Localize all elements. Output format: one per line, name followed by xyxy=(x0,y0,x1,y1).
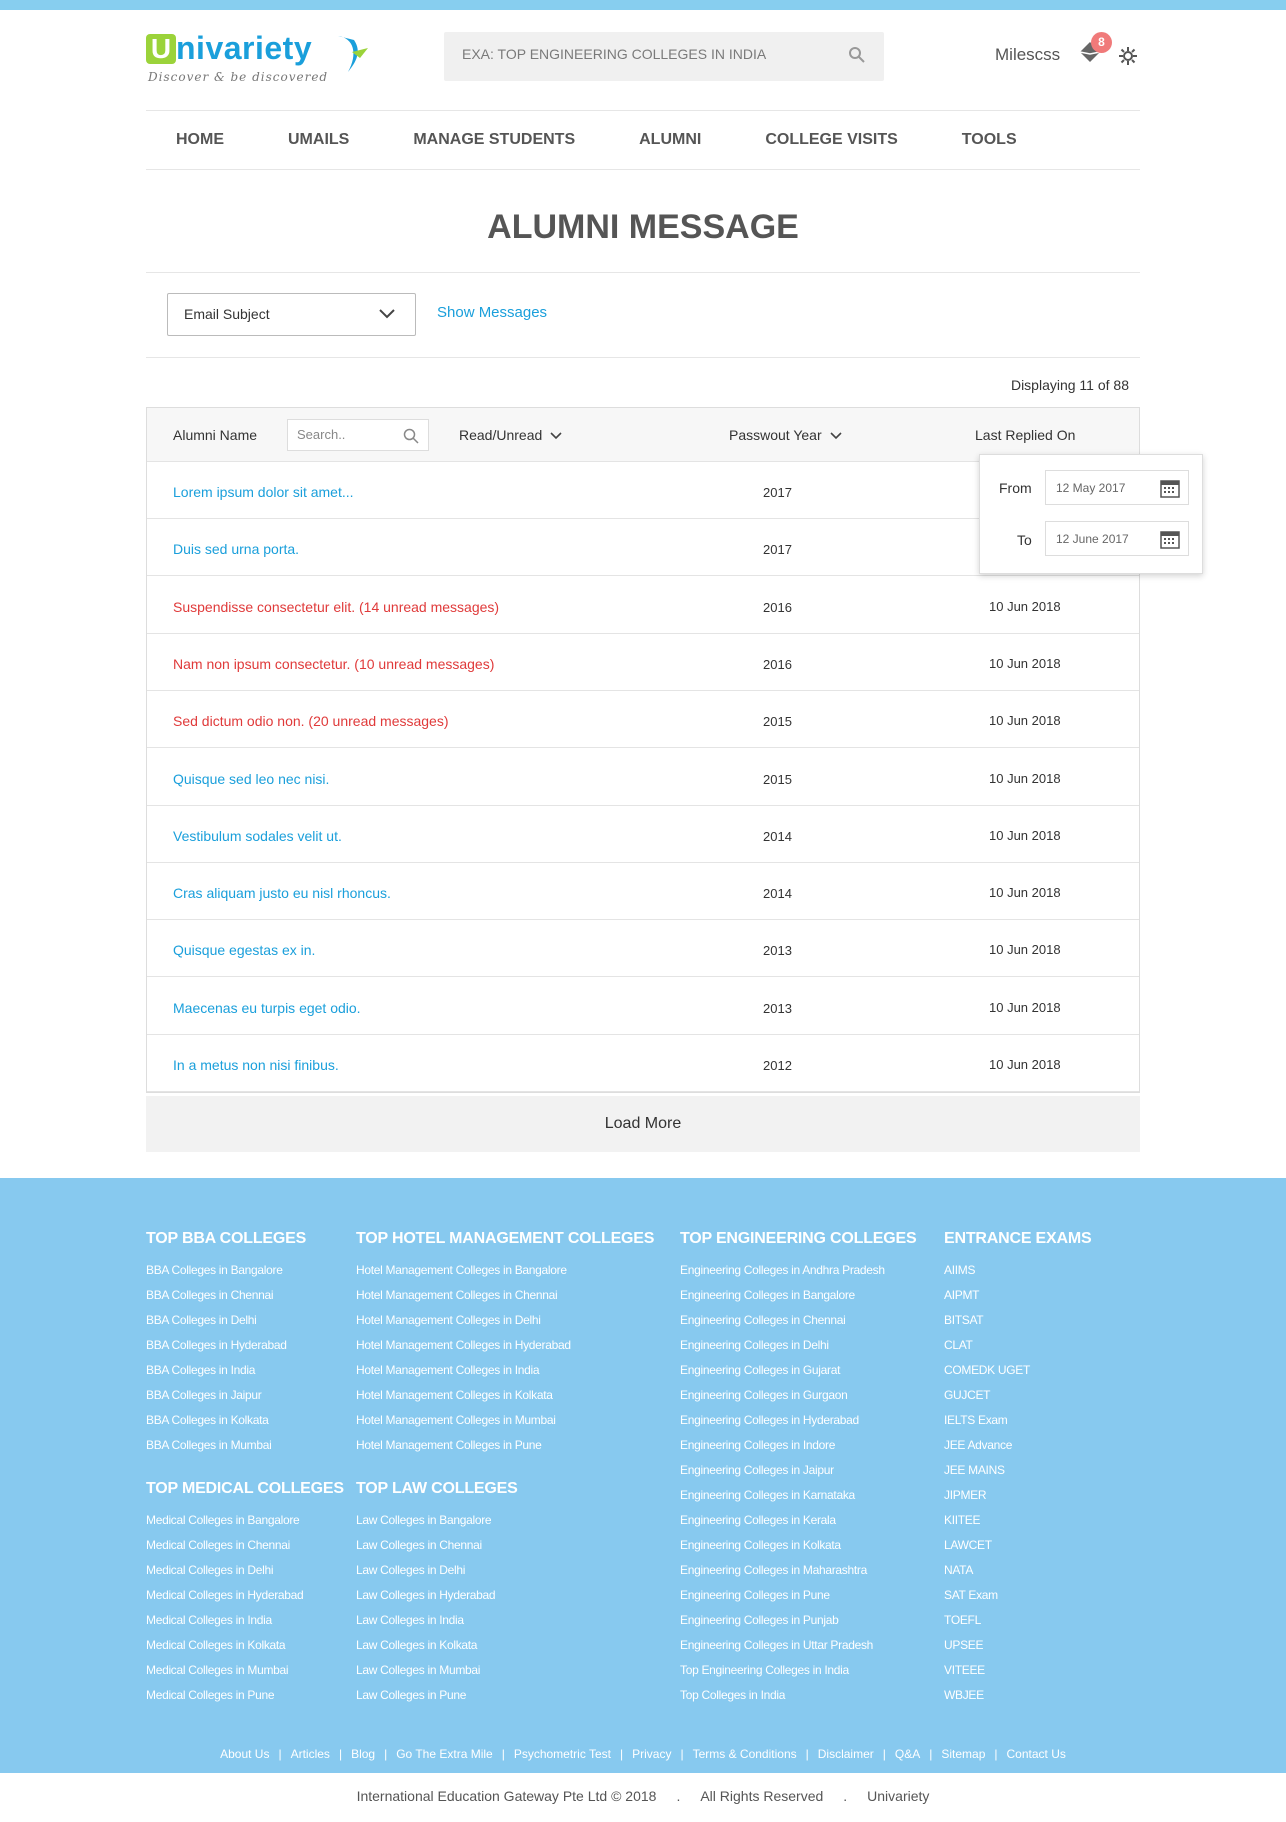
footer-link[interactable]: Law Colleges in Bangalore xyxy=(356,1513,492,1527)
footer-column xyxy=(356,1230,654,1458)
footer-link[interactable]: Engineering Colleges in Indore xyxy=(680,1438,836,1452)
table-row[interactable] xyxy=(147,1035,1139,1092)
footer-link[interactable]: BBA Colleges in Jaipur xyxy=(146,1388,262,1402)
divider xyxy=(146,357,1140,358)
footer-link[interactable]: Medical Colleges in Chennai xyxy=(146,1538,290,1552)
footer-link[interactable]: Medical Colleges in Pune xyxy=(146,1688,275,1702)
table-row[interactable] xyxy=(147,634,1139,691)
nav-tools[interactable]: TOOLS xyxy=(961,131,1017,148)
footer-link[interactable]: BBA Colleges in Bangalore xyxy=(146,1263,283,1277)
footer-link[interactable]: Engineering Colleges in Maharashtra xyxy=(680,1563,867,1577)
footer-link[interactable]: Hotel Management Colleges in Bangalore xyxy=(356,1263,567,1277)
footer-bottom-link[interactable]: Articles xyxy=(290,1747,330,1761)
footer-bottom-link[interactable]: Go The Extra Mile xyxy=(396,1747,493,1761)
passout-year: 2014 xyxy=(763,886,792,902)
footer-link[interactable]: COMEDK UGET xyxy=(944,1363,1031,1377)
passout-year: 2017 xyxy=(763,542,792,558)
footer-link[interactable]: TOEFL xyxy=(944,1613,981,1627)
separator: | xyxy=(619,1747,624,1761)
footer-link[interactable]: Top Colleges in India xyxy=(680,1688,786,1702)
footer-column-title: TOP LAW COLLEGES xyxy=(356,1480,518,1497)
footer-link[interactable]: CLAT xyxy=(944,1338,973,1352)
footer-link[interactable]: Engineering Colleges in Andhra Pradesh xyxy=(680,1263,885,1277)
from-date-field[interactable] xyxy=(1045,470,1189,505)
table-row[interactable] xyxy=(147,863,1139,920)
footer-column-title: TOP HOTEL MANAGEMENT COLLEGES xyxy=(356,1230,655,1247)
passout-year: 2013 xyxy=(763,943,792,959)
footer-bottom-link[interactable]: Blog xyxy=(351,1747,376,1761)
footer-column xyxy=(680,1230,916,1708)
separator: | xyxy=(805,1747,809,1761)
passout-year: 2013 xyxy=(763,1000,792,1016)
gear-icon[interactable] xyxy=(1119,47,1137,65)
to-date-value: 12 June 2017 xyxy=(1056,532,1129,546)
footer-bottom-links xyxy=(0,1747,1286,1761)
user-name[interactable]: Milescss xyxy=(995,45,1061,64)
footer-bottom-link[interactable]: About Us xyxy=(220,1747,270,1761)
nav-umails[interactable]: UMAILS xyxy=(288,131,350,148)
footer-link[interactable]: Engineering Colleges in Gurgaon xyxy=(680,1388,848,1402)
footer-link[interactable]: Law Colleges in Hyderabad xyxy=(356,1588,496,1602)
footer-link[interactable]: BBA Colleges in Delhi xyxy=(146,1313,257,1327)
last-replied-date: 10 Jun 2018 xyxy=(989,942,1061,958)
footer-link[interactable]: Hotel Management Colleges in Mumbai xyxy=(356,1413,556,1427)
passout-year: 2016 xyxy=(763,656,792,672)
displaying-count: Displaying 11 of 88 xyxy=(1010,377,1129,393)
footer-link[interactable]: Law Colleges in Pune xyxy=(356,1688,467,1702)
footer-link[interactable]: BBA Colleges in Mumbai xyxy=(146,1438,272,1452)
nav-alumni[interactable]: ALUMNI xyxy=(639,131,702,148)
alumni-name-link[interactable]: Cras aliquam justo eu nisl rhoncus. xyxy=(173,885,391,902)
separator: | xyxy=(501,1747,505,1761)
footer-link[interactable]: Hotel Management Colleges in Hyderabad xyxy=(356,1338,571,1352)
footer-column-title: ENTRANCE EXAMS xyxy=(944,1230,1092,1247)
copyright-text: All Rights Reserved xyxy=(700,1788,824,1804)
alumni-name-link[interactable]: Vestibulum sodales velit ut. xyxy=(173,827,342,844)
calendar-icon[interactable] xyxy=(1160,529,1180,549)
footer-bottom-link[interactable]: Q&A xyxy=(894,1747,921,1761)
table-row[interactable] xyxy=(147,920,1139,977)
to-date-field[interactable] xyxy=(1045,521,1189,556)
footer-link[interactable]: Engineering Colleges in Jaipur xyxy=(680,1463,834,1477)
divider xyxy=(146,272,1140,273)
nav-home[interactable]: HOME xyxy=(176,131,224,148)
footer-link[interactable]: UPSEE xyxy=(944,1638,984,1652)
name-search[interactable] xyxy=(287,419,429,451)
footer-link[interactable]: Engineering Colleges in Pune xyxy=(680,1588,830,1602)
footer-link[interactable]: Engineering Colleges in Hyderabad xyxy=(680,1413,859,1427)
logo-tagline: Discover & be discovered xyxy=(148,70,329,84)
nav-college-visits[interactable]: COLLEGE VISITS xyxy=(765,131,898,148)
search-icon[interactable] xyxy=(848,46,866,64)
last-replied-date: 10 Jun 2018 xyxy=(989,598,1061,614)
footer-column xyxy=(356,1480,518,1708)
calendar-icon[interactable] xyxy=(1160,478,1180,498)
footer-link[interactable]: Top Engineering Colleges in India xyxy=(680,1663,849,1677)
alumni-name-link[interactable]: Quisque sed leo nec nisi. xyxy=(173,770,330,787)
footer-column-title: TOP ENGINEERING COLLEGES xyxy=(680,1230,917,1247)
passout-year: 2012 xyxy=(763,1058,792,1073)
last-replied-date: 10 Jun 2018 xyxy=(989,1057,1061,1072)
footer-link[interactable]: Engineering Colleges in Punjab xyxy=(680,1613,839,1627)
footer-link[interactable]: Law Colleges in Chennai xyxy=(356,1538,482,1552)
footer-link[interactable]: AIIMS xyxy=(944,1263,976,1277)
footer-link[interactable]: Medical Colleges in Mumbai xyxy=(146,1663,289,1677)
footer-link[interactable]: WBJEE xyxy=(944,1688,984,1702)
alumni-name-link[interactable]: Nam non ipsum consectetur. (10 unread messages) xyxy=(173,655,495,672)
last-replied-date: 10 Jun 2018 xyxy=(989,999,1061,1015)
from-date-value: 12 May 2017 xyxy=(1056,481,1126,495)
footer-link[interactable]: Hotel Management Colleges in Kolkata xyxy=(356,1388,553,1402)
footer-link[interactable]: KIITEE xyxy=(944,1513,981,1527)
show-messages-link[interactable]: Show Messages xyxy=(437,304,548,321)
footer-link[interactable]: LAWCET xyxy=(944,1538,992,1552)
table-row[interactable] xyxy=(147,577,1139,634)
col-passout-year-label: Passwout Year xyxy=(729,427,822,443)
alumni-name-link[interactable]: Suspendisse consectetur elit. (14 unread messages) xyxy=(173,598,500,615)
footer-link[interactable]: BBA Colleges in Chennai xyxy=(146,1288,274,1302)
page-title: ALUMNI MESSAGE xyxy=(487,208,799,246)
footer-column xyxy=(146,1480,344,1708)
date-range-popup xyxy=(979,454,1203,574)
footer-link[interactable]: BBA Colleges in India xyxy=(146,1363,256,1377)
footer-bottom-link[interactable]: Psychometric Test xyxy=(513,1747,611,1761)
main-nav xyxy=(146,111,1140,169)
passout-year: 2017 xyxy=(763,485,792,500)
separator: . xyxy=(843,1788,848,1804)
footer-link[interactable]: BITSAT xyxy=(944,1313,984,1327)
footer-bottom-link[interactable]: Disclaimer xyxy=(817,1747,874,1761)
table-row[interactable] xyxy=(147,691,1139,748)
col-read-unread[interactable] xyxy=(459,427,562,443)
footer-link[interactable]: Law Colleges in Delhi xyxy=(356,1563,466,1577)
to-label: To xyxy=(1017,532,1032,548)
copyright-text: International Education Gateway Pte Ltd © 2018 xyxy=(356,1788,657,1804)
separator: | xyxy=(384,1747,388,1761)
footer-link[interactable]: Medical Colleges in Bangalore xyxy=(146,1513,300,1527)
logo-letter: U xyxy=(146,34,176,64)
last-replied-date: 10 Jun 2018 xyxy=(989,713,1061,729)
footer-link[interactable]: Engineering Colleges in Kerala xyxy=(680,1513,836,1527)
footer-link[interactable]: Medical Colleges in India xyxy=(146,1613,272,1627)
passout-year: 2016 xyxy=(763,599,792,615)
col-read-unread-label: Read/Unread xyxy=(459,427,543,443)
table-row[interactable] xyxy=(147,806,1139,863)
footer-link[interactable]: Law Colleges in India xyxy=(356,1613,464,1627)
footer-bottom-link[interactable]: Contact Us xyxy=(1006,1747,1066,1761)
footer-link[interactable]: Hotel Management Colleges in Pune xyxy=(356,1438,542,1452)
footer-link[interactable]: Medical Colleges in Kolkata xyxy=(146,1638,286,1652)
chevron-down-icon xyxy=(379,309,395,319)
footer-link[interactable]: GUJCET xyxy=(944,1388,991,1402)
table-row[interactable] xyxy=(147,978,1139,1035)
separator: | xyxy=(882,1747,886,1761)
separator: | xyxy=(994,1747,998,1761)
footer-link[interactable]: JEE Advance xyxy=(944,1438,1013,1452)
footer-column-title: TOP BBA COLLEGES xyxy=(146,1230,307,1247)
email-subject-select[interactable] xyxy=(167,293,416,336)
nav-manage-students[interactable]: MANAGE STUDENTS xyxy=(413,131,576,148)
footer-link[interactable]: NATA xyxy=(944,1563,974,1577)
col-alumni-name: Alumni Name xyxy=(173,427,258,443)
footer-link[interactable]: BBA Colleges in Hyderabad xyxy=(146,1338,287,1352)
footer-link[interactable]: Medical Colleges in Hyderabad xyxy=(146,1588,304,1602)
separator: | xyxy=(929,1747,933,1761)
copyright-bar xyxy=(0,1788,1286,1804)
footer-link[interactable]: Hotel Management Colleges in Delhi xyxy=(356,1313,541,1327)
footer-link[interactable]: Engineering Colleges in Bangalore xyxy=(680,1288,855,1302)
footer-bottom-link[interactable]: Terms & Conditions xyxy=(692,1747,797,1761)
top-accent-bar xyxy=(0,0,1286,10)
footer-link[interactable]: Engineering Colleges in Kolkata xyxy=(680,1538,841,1552)
alumni-name-link[interactable]: In a metus non nisi finibus. xyxy=(173,1057,339,1073)
notification-badge: 8 xyxy=(1091,32,1112,53)
divider xyxy=(146,169,1140,170)
last-replied-date: 10 Jun 2018 xyxy=(989,770,1061,786)
footer-link[interactable]: Engineering Colleges in Karnataka xyxy=(680,1488,855,1502)
separator: | xyxy=(338,1747,343,1761)
footer-link[interactable]: Engineering Colleges in Gujarat xyxy=(680,1363,841,1377)
from-label: From xyxy=(999,480,1032,496)
passout-year: 2014 xyxy=(763,828,792,844)
footer-link[interactable]: Law Colleges in Mumbai xyxy=(356,1663,481,1677)
footer-link[interactable]: Medical Colleges in Delhi xyxy=(146,1563,274,1577)
footer-link[interactable]: Law Colleges in Kolkata xyxy=(356,1638,478,1652)
global-search[interactable] xyxy=(444,32,884,81)
separator: | xyxy=(680,1747,684,1761)
select-value: Email Subject xyxy=(184,306,270,322)
footer-column xyxy=(944,1230,1091,1708)
footer-link[interactable]: BBA Colleges in Kolkata xyxy=(146,1413,269,1427)
separator: | xyxy=(278,1747,282,1761)
footer-link[interactable]: Hotel Management Colleges in India xyxy=(356,1363,540,1377)
logo-text: nivariety xyxy=(176,30,313,66)
chevron-down-icon xyxy=(550,432,562,440)
chevron-down-icon xyxy=(830,432,842,440)
table-row[interactable] xyxy=(147,749,1139,806)
load-more-button[interactable]: Load More xyxy=(146,1096,1140,1152)
footer-link[interactable]: JEE MAINS xyxy=(944,1463,1005,1477)
alumni-name-link[interactable]: Sed dictum odio non. (20 unread messages) xyxy=(173,713,449,730)
footer-bottom-link[interactable]: Privacy xyxy=(632,1747,672,1761)
footer-link[interactable]: Engineering Colleges in Chennai xyxy=(680,1313,846,1327)
footer-link[interactable]: IELTS Exam xyxy=(944,1413,1008,1427)
passout-year: 2015 xyxy=(763,714,792,730)
alumni-name-link[interactable]: Maecenas eu turpis eget odio. xyxy=(173,999,361,1016)
search-icon[interactable] xyxy=(403,428,419,444)
footer-bottom-link[interactable]: Sitemap xyxy=(941,1747,986,1761)
footer-link[interactable]: VITEEE xyxy=(944,1663,985,1677)
footer-link[interactable]: AIPMT xyxy=(944,1288,980,1302)
footer-link[interactable]: SAT Exam xyxy=(944,1588,998,1602)
separator: . xyxy=(676,1788,681,1804)
alumni-name-link[interactable]: Duis sed urna porta. xyxy=(173,541,300,558)
alumni-name-link[interactable]: Lorem ipsum dolor sit amet... xyxy=(173,484,354,500)
footer-link[interactable]: JIPMER xyxy=(944,1488,987,1502)
footer-link[interactable]: Engineering Colleges in Delhi xyxy=(680,1338,829,1352)
last-replied-date: 10 Jun 2018 xyxy=(989,885,1061,901)
footer-column-title: TOP MEDICAL COLLEGES xyxy=(146,1480,344,1497)
col-last-replied[interactable]: Last Replied On xyxy=(975,427,1076,443)
bird-icon xyxy=(332,32,372,76)
last-replied-date: 10 Jun 2018 xyxy=(989,827,1061,843)
univariety-logo[interactable] xyxy=(146,30,376,86)
name-search-input[interactable] xyxy=(297,427,397,442)
copyright-text: Univariety xyxy=(867,1788,930,1804)
passout-year: 2015 xyxy=(763,771,792,787)
footer-column xyxy=(146,1230,306,1458)
alumni-name-link[interactable]: Quisque egestas ex in. xyxy=(173,942,316,959)
footer-link[interactable]: Hotel Management Colleges in Chennai xyxy=(356,1288,558,1302)
footer-link[interactable]: Engineering Colleges in Uttar Pradesh xyxy=(680,1638,874,1652)
col-passout-year[interactable] xyxy=(729,427,842,443)
global-search-input[interactable] xyxy=(462,46,842,62)
last-replied-date: 10 Jun 2018 xyxy=(989,655,1061,671)
